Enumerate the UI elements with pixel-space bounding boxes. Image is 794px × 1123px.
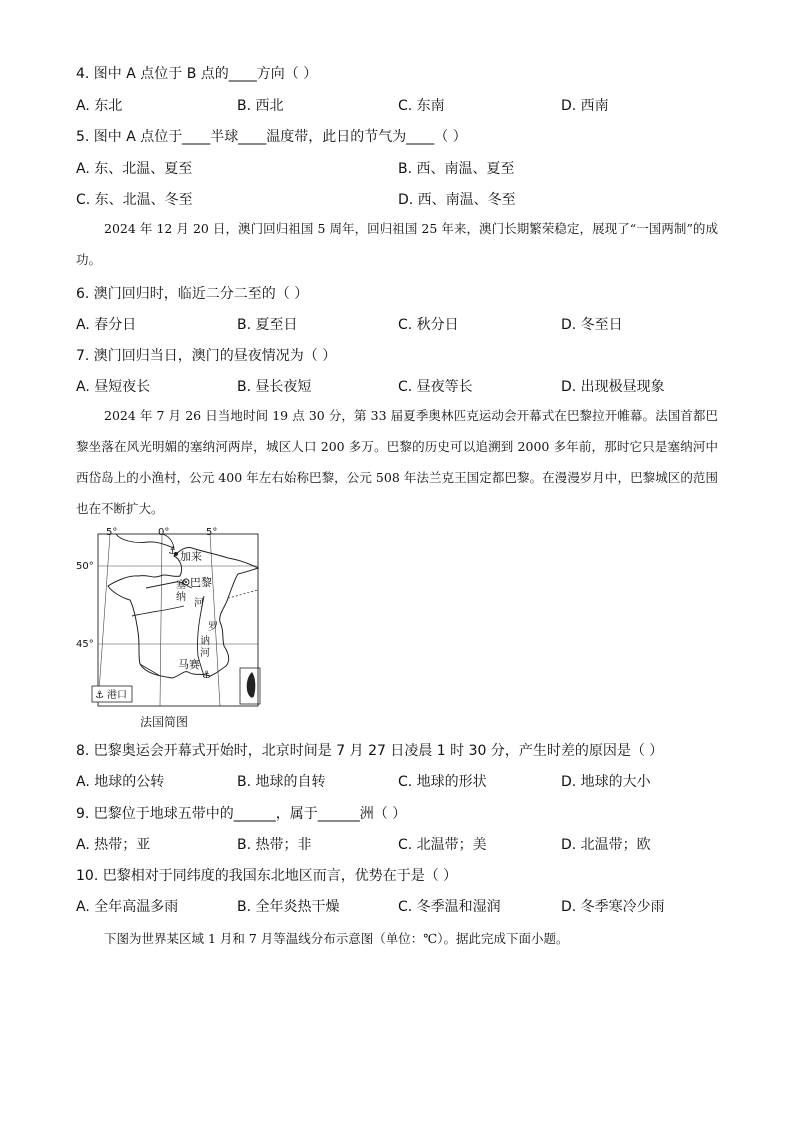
rhone-label-2: 讷: [200, 636, 210, 647]
question-7-stem: 7. 澳门回归当日，澳门的昼夜情况为（ ）: [76, 348, 337, 364]
q9-option-b[interactable]: B. 热带；非: [237, 837, 312, 853]
q9-option-a[interactable]: A. 热带；亚: [76, 837, 151, 853]
france-map: [76, 526, 266, 712]
marseille-label: 马赛: [178, 658, 200, 671]
q10-option-c[interactable]: C. 冬季温和湿润: [398, 899, 501, 915]
question-6-stem: 6. 澳门回归时，临近二分二至的（ ）: [76, 286, 309, 302]
q10-option-a[interactable]: A. 全年高温多雨: [76, 899, 179, 915]
q7-option-c[interactable]: C. 昼夜等长: [398, 379, 473, 395]
q5-option-d[interactable]: D. 西、南温、冬至: [398, 192, 516, 208]
calais-label: 加来: [180, 550, 202, 563]
q8-option-c[interactable]: C. 地球的形状: [398, 774, 487, 790]
q6-option-a[interactable]: A. 春分日: [76, 317, 137, 333]
rhone-label-1: 罗: [208, 622, 218, 633]
passage-paris: 2024 年 7 月 26 日当地时间 19 点 30 分，第 33 届夏季奥林匹克运动会开幕式在巴黎拉开帷幕。法国首都巴黎坐落在风光明媚的塞纳河两岸，城区人口 200 多万。巴黎的历史可以追溯到 2000 多年前，那时它只是塞纳河中西岱岛上的小渔村，公元 400 年左右始称巴黎，公元 508 年法兰克王国定都巴黎。在漫漫岁月中，巴黎城区的范围也在不断扩大。: [76, 408, 718, 516]
question-5-stem: 5. 图中 A 点位于____半球____温度带，此日的节气为____（ ）: [76, 129, 467, 145]
q4-option-d[interactable]: D. 西南: [561, 98, 609, 114]
meridian-0: [160, 534, 162, 706]
passage-isotherm: 下图为世界某区域 1 月和 7 月等温线分布示意图（单位：℃）。据此完成下面小题。: [104, 931, 569, 946]
lat-label-50n: 50°: [76, 561, 94, 572]
question-8-stem: 8. 巴黎奥运会开幕式开始时，北京时间是 7 月 27 日凌晨 1 时 30 分，产生时差的原因是（ ）: [76, 743, 664, 759]
meridian-5w: [98, 534, 110, 706]
q6-option-d[interactable]: D. 冬至日: [561, 317, 623, 333]
q10-option-d[interactable]: D. 冬季寒冷少雨: [561, 899, 665, 915]
border-spain: [140, 664, 160, 676]
port-icon-calais: ⚓: [168, 546, 177, 557]
seine-label-2: 纳: [176, 592, 186, 603]
passage-macau: 2024 年 12 月 20 日，澳门回归祖国 5 周年，回归祖国 25 年来，澳门长期繁荣稳定，展现了“一国两制”的成功。: [76, 221, 718, 267]
q4-option-b[interactable]: B. 西北: [237, 98, 284, 114]
paris-label: 巴黎: [190, 576, 212, 589]
q9-option-c[interactable]: C. 北温带；美: [398, 837, 487, 853]
question-9-stem: 9. 巴黎位于地球五带中的______，属于______洲（ ）: [76, 806, 407, 822]
lon-label-5w: 5°: [106, 527, 118, 538]
corsica-island: [247, 672, 256, 698]
seine-label-1: 塞: [176, 580, 186, 591]
q4-option-a[interactable]: A. 东北: [76, 98, 123, 114]
meridian-5e: [210, 534, 220, 706]
question-4-stem: 4. 图中 A 点位于 B 点的____方向（ ）: [76, 66, 318, 82]
rhone-label-3: 河: [200, 648, 210, 659]
question-10-stem: 10. 巴黎相对于同纬度的我国东北地区而言，优势在于是（ ）: [76, 868, 458, 884]
q6-option-b[interactable]: B. 夏至日: [237, 317, 298, 333]
lon-label-0: 0°: [158, 527, 170, 538]
legend-port-label: 港口: [107, 690, 127, 701]
seine-label-3: 河: [194, 598, 204, 609]
lon-label-5e: 5°: [206, 527, 218, 538]
q7-option-d[interactable]: D. 出现极昼现象: [561, 379, 665, 395]
q8-option-a[interactable]: A. 地球的公转: [76, 774, 165, 790]
map-caption: 法国简图: [140, 715, 189, 729]
q7-option-b[interactable]: B. 昼长夜短: [237, 379, 312, 395]
border-east: [228, 590, 258, 598]
q5-option-a[interactable]: A. 东、北温、夏至: [76, 161, 193, 177]
q4-option-c[interactable]: C. 东南: [398, 98, 445, 114]
lat-label-45n: 45°: [76, 639, 94, 650]
loire-river: [132, 606, 184, 616]
q8-option-d[interactable]: D. 地球的大小: [561, 774, 651, 790]
q8-option-b[interactable]: B. 地球的自转: [237, 774, 326, 790]
q7-option-a[interactable]: A. 昼短夜长: [76, 379, 151, 395]
q10-option-b[interactable]: B. 全年炎热干燥: [237, 899, 340, 915]
q9-option-d[interactable]: D. 北温带；欧: [561, 837, 651, 853]
q5-option-b[interactable]: B. 西、南温、夏至: [398, 161, 515, 177]
q6-option-c[interactable]: C. 秋分日: [398, 317, 459, 333]
legend-port-icon: ⚓: [95, 690, 104, 701]
q5-option-c[interactable]: C. 东、北温、冬至: [76, 192, 193, 208]
port-icon-marseille: ⚓: [202, 670, 211, 681]
